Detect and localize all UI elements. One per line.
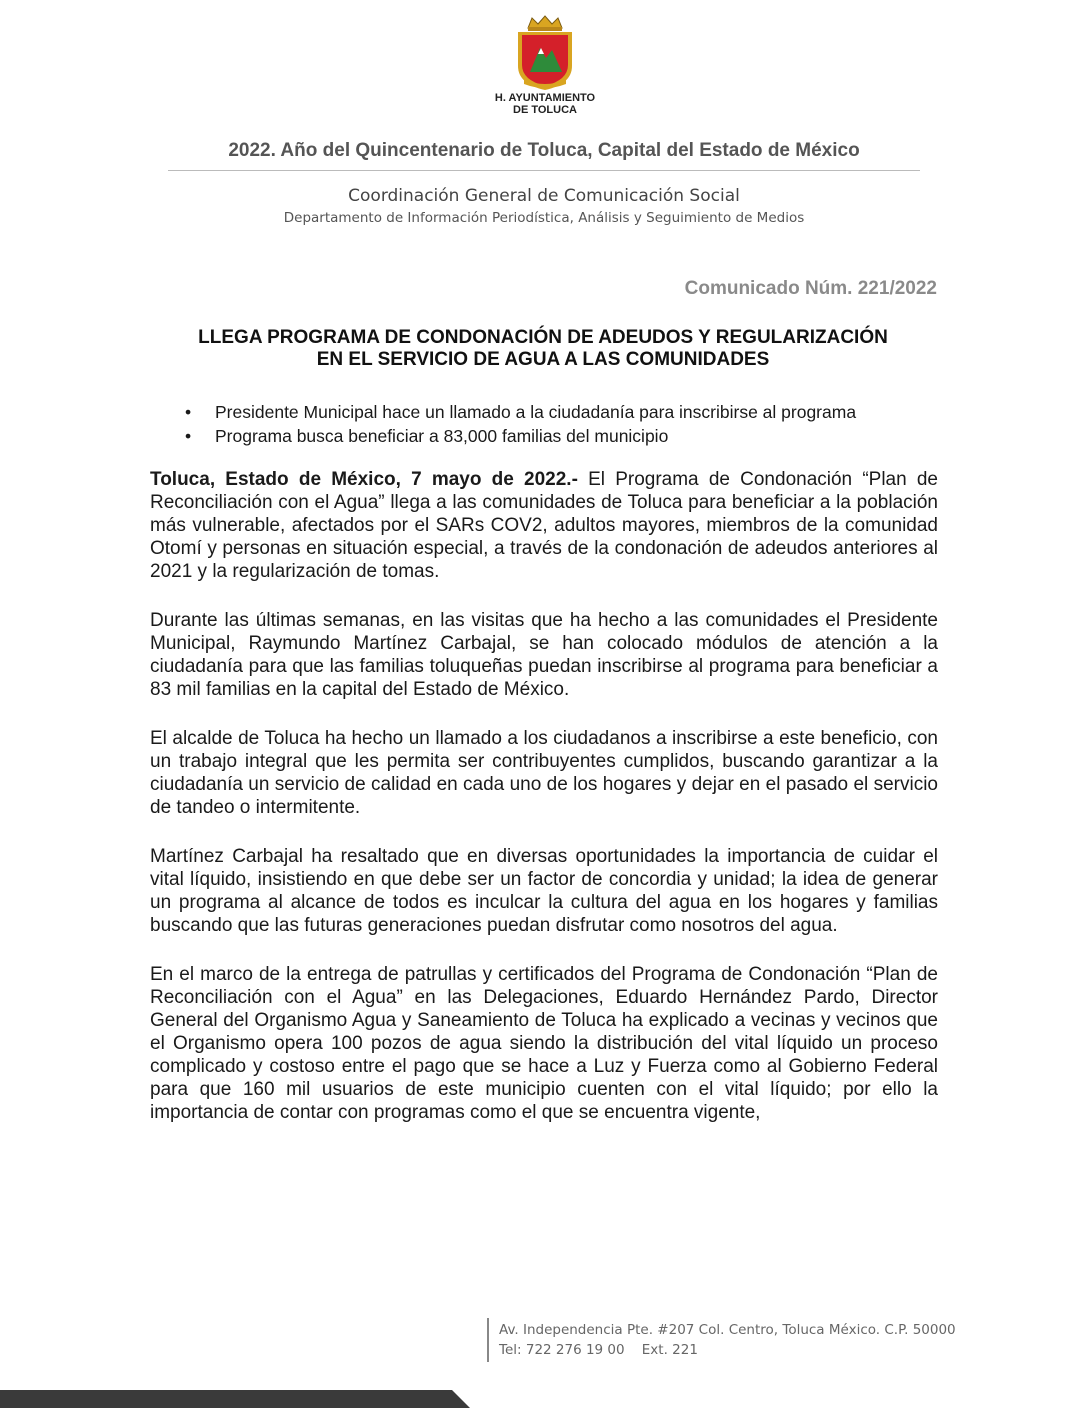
footer-contact: [499, 1320, 956, 1360]
footer-divider: [487, 1318, 489, 1362]
article-body: [150, 468, 938, 1150]
paragraph-3: El alcalde de Toluca ha hecho un llamado a los ciudadanos a inscribirse a este beneficio, con un trabajo integral que les permita ser contribuyentes cumplidos, buscando garantizar a la ciudadanía un servicio de calidad en cada uno de los hogares y dejar en el pasado el servicio de tandeo o intermitente.: [150, 728, 938, 818]
logo-caption-line1: H. AYUNTAMIENTO: [494, 92, 596, 104]
summary-bullets: [185, 400, 856, 448]
year-motto: 2022. Año del Quincentenario de Toluca, Capital del Estado de México: [228, 140, 860, 161]
logo-caption-line2: DE TOLUCA: [513, 104, 577, 116]
footer-phone: Tel: 722 276 19 00 Ext. 221: [499, 1342, 698, 1358]
paragraph-4: Martínez Carbajal ha resaltado que en diversas oportunidades la importancia de cuidar el vital líquido, insistiendo en que debe ser un factor de concordia y unidad; la idea de generar un programa al alcance de todos es inculcar la cultura del agua en los hogares y familias buscando que las futuras generaciones puedan disfrutar como nosotros del agua.: [150, 846, 938, 936]
paragraph-2: Durante las últimas semanas, en las visitas que ha hecho a las comunidades el Presidente Municipal, Raymundo Martínez Carbajal, se han colocado módulos de atención a la ciudadanía para que las familias toluqueñas puedan inscribirse al programa para beneficiar a 83 mil familias en la capital del Estado de México.: [150, 610, 938, 700]
dateline: Toluca, Estado de México, 7 mayo de 2022.-: [150, 469, 578, 490]
department-subtitle: Departamento de Información Periodística, Análisis y Seguimiento de Medios: [283, 210, 805, 226]
headline-line-1: LLEGA PROGRAMA DE CONDONACIÓN DE ADEUDOS Y REGULARIZACIÓN: [198, 327, 888, 348]
headline: [130, 327, 956, 371]
coordination-title: Coordinación General de Comunicación Social: [348, 186, 740, 206]
paragraph-5: En el marco de la entrega de patrullas y certificados del Programa de Condonación “Plan de Reconciliación con el Agua” en las Delegaciones, Eduardo Hernández Pardo, Director General del Organismo Agua y Saneamiento de Toluca ha explicado a vecinas y vecinos que el Organismo opera 100 pozos de agua siendo la distribución del vital líquido un proceso complicado y costoso entre el pago que se hace a Luz y Fuerza como al Gobierno Federal para que 160 mil usuarios de este municipio cuenten con el vital líquido; por ello la importancia de contar con programas como el que se encuentra vigente,: [150, 964, 938, 1123]
header-divider: [168, 170, 920, 171]
toluca-coat-of-arms-icon: [508, 14, 582, 92]
communique-number: Comunicado Núm. 221/2022: [684, 278, 937, 299]
footer-band: [0, 1390, 1088, 1408]
footer-address: Av. Independencia Pte. #207 Col. Centro, Toluca México. C.P. 50000: [499, 1322, 956, 1338]
bullet-item: • Programa busca beneficiar a 83,000 familias del municipio: [185, 424, 856, 448]
paragraph-1: [150, 468, 938, 583]
paragraph-1-text: El Programa de Condonación “Plan de Reconciliación con el Agua” llega a las comunidades de Toluca para beneficiar a la población más vulnerable, afectados por el SARs COV2, adultos mayores, miembros de la comunidad Otomí y personas en situación especial, a través de la condonación de adeudos anteriores al 2021 y la regularización de tomas.: [150, 469, 938, 582]
toluca-logo: [490, 14, 600, 122]
headline-line-2: EN EL SERVICIO DE AGUA A LAS COMUNIDADES: [316, 349, 770, 370]
bullet-item: • Presidente Municipal hace un llamado a la ciudadanía para inscribirse al programa: [185, 400, 856, 424]
